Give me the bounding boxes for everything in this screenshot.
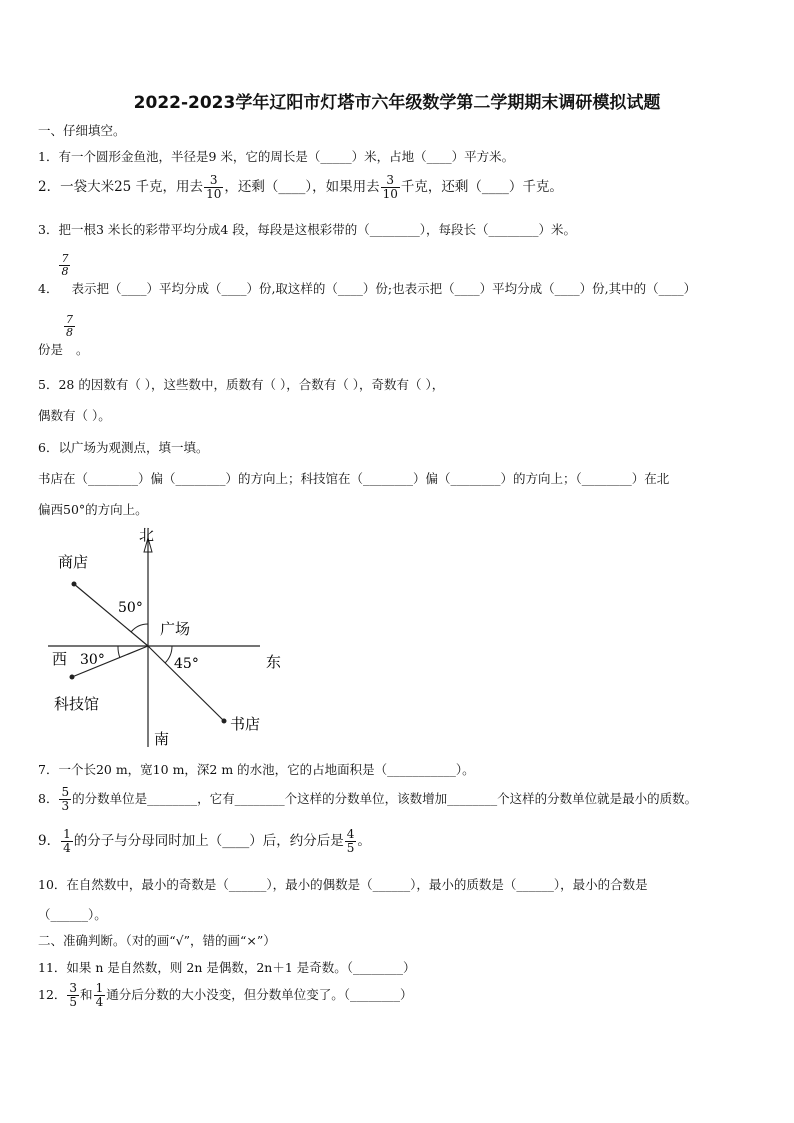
q2-text-a: 2．一袋大米25 千克，用去 bbox=[38, 179, 204, 196]
question-1: 1．有一个圆形金鱼池，半径是9 米，它的周长是（_____）米，占地（____）平方米。 bbox=[38, 149, 515, 164]
fraction: $\frac{3}{5}$ bbox=[69, 981, 78, 1010]
label-angle-50: 50° bbox=[118, 600, 143, 616]
question-8 bbox=[38, 786, 697, 813]
question-4-continued bbox=[38, 314, 89, 358]
q9-text-a: 的分子与分母同时加上（____）后，约分后是 bbox=[73, 833, 344, 850]
section-heading-judge: 二、准确判断。（对的画“√”，错的画“×”） bbox=[38, 933, 276, 948]
fraction: $\frac{3}{10}$ bbox=[206, 173, 222, 202]
angle-arc-45 bbox=[165, 646, 172, 663]
label-bookstore: 书店 bbox=[230, 715, 261, 733]
question-2 bbox=[38, 174, 563, 201]
q12-text: 通分后分数的大小没变，但分数单位变了。（________） bbox=[106, 987, 413, 1003]
label-museum: 科技馆 bbox=[54, 695, 100, 713]
question-9 bbox=[38, 828, 371, 855]
question-4 bbox=[38, 253, 696, 297]
section-heading-fill: 一、仔细填空。 bbox=[38, 123, 126, 138]
fraction: $\frac{1}{4}$ bbox=[95, 981, 104, 1010]
q9-text-b: 。 bbox=[357, 833, 371, 850]
question-12 bbox=[38, 982, 412, 1009]
label-north: 北 bbox=[139, 526, 155, 544]
label-square: 广场 bbox=[160, 620, 191, 638]
angle-arc-50 bbox=[131, 624, 148, 632]
question-11: 11．如果 n 是自然数，则 2n 是偶数，2n＋1 是奇数。（________） bbox=[38, 960, 416, 975]
label-east: 东 bbox=[266, 653, 282, 671]
direction-diagram bbox=[40, 522, 300, 752]
label-angle-45: 45° bbox=[174, 656, 199, 672]
page-title: 2022-2023学年辽阳市灯塔市六年级数学第二学期期末调研模拟试题 bbox=[133, 93, 661, 113]
q9-number: 9． bbox=[38, 833, 61, 850]
fraction: $\frac{7}{8}$ bbox=[66, 313, 74, 340]
q2-text-b: ，还剩（____），如果用去 bbox=[224, 179, 380, 196]
question-10: 10．在自然数中，最小的奇数是（______），最小的偶数是（______），最小的质数是（______），最小的合数是 bbox=[38, 877, 648, 892]
point-shop bbox=[72, 582, 77, 587]
fraction: $\frac{7}{8}$ bbox=[61, 252, 69, 279]
q12-number: 12． bbox=[38, 987, 67, 1003]
fraction: $\frac{5}{3}$ bbox=[61, 785, 70, 814]
angle-arc-30 bbox=[118, 646, 120, 658]
question-3: 3．把一根3 米长的彩带平均分成4 段，每段是这根彩带的（________），每段长（________）米。 bbox=[38, 222, 577, 237]
question-5: 5．28 的因数有（ ），这些数中，质数有（ ），合数有（ ），奇数有（ ）， bbox=[38, 377, 445, 392]
q4-number: 4． bbox=[38, 281, 59, 296]
q4-text-b-end: 。 bbox=[76, 342, 89, 357]
q8-number: 8． bbox=[38, 791, 59, 807]
fraction: $\frac{4}{5}$ bbox=[346, 827, 355, 856]
q4-text-b: 份是 bbox=[38, 342, 64, 357]
label-shop: 商店 bbox=[58, 553, 89, 571]
q12-and: 和 bbox=[80, 987, 93, 1003]
label-south: 南 bbox=[154, 730, 170, 748]
label-west: 西 bbox=[52, 650, 68, 668]
fraction: $\frac{1}{4}$ bbox=[63, 827, 71, 856]
q4-text: 表示把（____）平均分成（____）份,取这样的（____）份;也表示把（____）平均分成（____）份,其中的（____） bbox=[71, 281, 697, 296]
question-6-blanks: 书店在（________）偏（________）的方向上；科技馆在（________）偏（________）的方向上；（________）在北 bbox=[38, 471, 670, 486]
question-6-continued: 偏西50°的方向上。 bbox=[38, 502, 148, 517]
question-7: 7．一个长20 m，宽10 m，深2 m 的水池，它的占地面积是（___________）。 bbox=[38, 762, 475, 777]
q8-text: 的分数单位是________，它有________个这样的分数单位，该数增加________个这样的分数单位就是最小的质数。 bbox=[72, 791, 698, 807]
fraction: $\frac{3}{10}$ bbox=[382, 173, 398, 202]
question-10-continued: （______）。 bbox=[38, 907, 107, 922]
label-angle-30: 30° bbox=[80, 652, 105, 668]
point-bookstore bbox=[222, 719, 227, 724]
question-6: 6．以广场为观测点，填一填。 bbox=[38, 440, 209, 455]
point-museum bbox=[70, 675, 75, 680]
question-5-continued: 偶数有（ ）。 bbox=[38, 408, 111, 423]
q2-text-c: 千克，还剩（____）千克。 bbox=[400, 179, 563, 196]
